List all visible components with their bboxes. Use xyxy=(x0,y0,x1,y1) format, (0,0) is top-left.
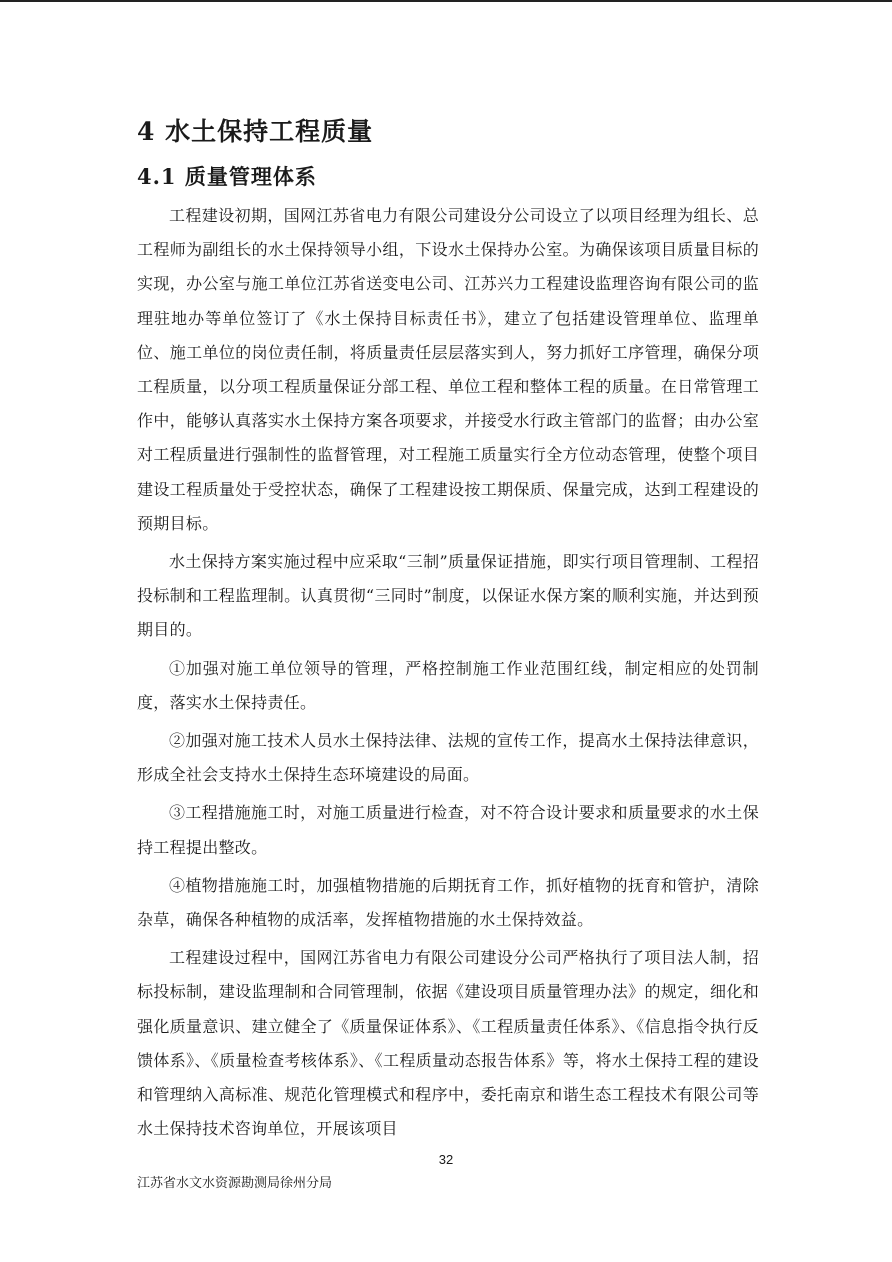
page-top-border xyxy=(0,0,892,2)
section-heading: 4.1 质量管理体系 xyxy=(137,164,317,189)
document-page xyxy=(137,110,759,1150)
chapter-heading: 4 水土保持工程质量 xyxy=(137,117,374,146)
body-paragraph: ④植物措施施工时，加强植物措施的后期抚育工作，抓好植物的抚育和管护，清除杂草，确保各种植物的成活率，发挥植物措施的水土保持效益。 xyxy=(137,875,759,930)
page-footer: 江苏省水文水资源勘测局徐州分局 xyxy=(137,1176,333,1191)
body-paragraph: 水土保持方案实施过程中应采取“三制”质量保证措施，即实行项目管理制、工程招投标制和工程监理制。认真贯彻“三同时”制度，以保证水保方案的顺利实施，并达到预期目的。 xyxy=(137,552,759,640)
body-paragraph: 工程建设初期，国网江苏省电力有限公司建设分公司设立了以项目经理为组长、总工程师为副组长的水土保持领导小组，下设水土保持办公室。为确保该项目质量目标的实现，办公室与施工单位江苏省送变电公司、江苏兴力工程建设监理咨询有限公司的监理驻地办等单位签订了《水土保持目标责任书》，建立了包括建设管理单位、监理单位、施工单位的岗位责任制，将质量责任层层落实到人，努力抓好工序管理，确保分项工程质量，以分项工程质量保证分部工程、单位工程和整体工程的质量。在日常管理工作中，能够认真落实水土保持方案各项要求，并接受水行政主管部门的监督；由办公室对工程质量进行强制性的监督管理，对工程施工质量实行全方位动态管理，使整个项目建设工程质量处于受控状态，确保了工程建设按工期保质、保量完成，达到工程建设的预期目标。 xyxy=(137,206,759,533)
body-paragraph: ①加强对施工单位领导的管理，严格控制施工作业范围红线，制定相应的处罚制度，落实水土保持责任。 xyxy=(137,658,759,712)
page-number: 32 xyxy=(438,1152,454,1167)
body-paragraph: ②加强对施工技术人员水土保持法律、法规的宣传工作，提高水土保持法律意识，形成全社会支持水土保持生态环境建设的局面。 xyxy=(137,731,759,785)
body-paragraph: 工程建设过程中，国网江苏省电力有限公司建设分公司严格执行了项目法人制，招标投标制，建设监理制和合同管理制，依据《建设项目质量管理办法》的规定，细化和强化质量意识、建立健全了《质量保证体系》、《工程质量责任体系》、《信息指令执行反馈体系》、《质量检查考核体系》、《工程质量动态报告体系》等，将水土保持工程的建设和管理纳入高标准、规范化管理模式和程序中，委托南京和谐生态工程技术有限公司等水土保持技术咨询单位，开展该项目 xyxy=(137,948,759,1139)
body-paragraph: ③工程措施施工时，对施工质量进行检查，对不符合设计要求和质量要求的水土保持工程提出整改。 xyxy=(137,803,759,857)
